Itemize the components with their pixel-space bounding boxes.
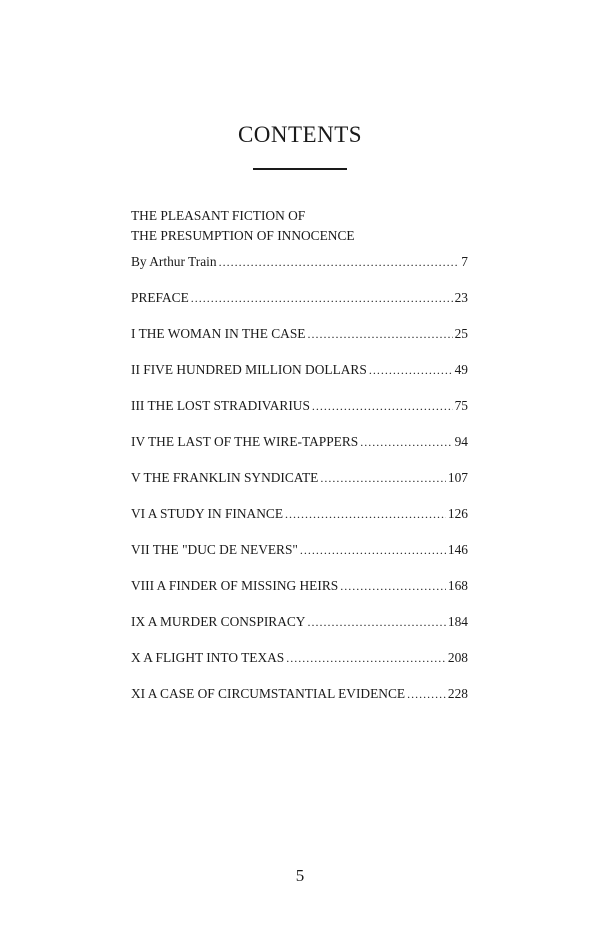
toc-dot-leader <box>307 324 452 344</box>
toc-entry-chapter-2[interactable] <box>131 360 468 380</box>
toc-dot-leader <box>340 576 446 596</box>
toc-entry-label: IX A MURDER CONSPIRACY <box>131 614 306 629</box>
toc-entry-label: III THE LOST STRADIVARIUS <box>131 398 310 413</box>
toc-entry-chapter-5[interactable] <box>131 468 468 488</box>
toc-entry-chapter-1[interactable] <box>131 324 468 344</box>
toc-entry-page: 7 <box>461 254 468 269</box>
toc-entry-label: II FIVE HUNDRED MILLION DOLLARS <box>131 362 367 377</box>
toc-entry-label: By Arthur Train <box>131 254 217 269</box>
toc-entry-label: IV THE LAST OF THE WIRE-TAPPERS <box>131 434 359 449</box>
toc-entry-preface[interactable] <box>131 288 468 308</box>
toc-entry-page: 228 <box>447 686 468 701</box>
toc-entry-label: X A FLIGHT INTO TEXAS <box>131 650 285 665</box>
toc-entry-chapter-3[interactable] <box>131 396 468 416</box>
toc-entry-chapter-7[interactable] <box>131 540 468 560</box>
toc-dot-leader <box>369 360 453 380</box>
toc-dot-leader <box>285 504 446 524</box>
toc-entry-author[interactable] <box>131 252 468 272</box>
title-underline <box>253 168 347 170</box>
page-number: 5 <box>295 866 305 885</box>
toc-dot-leader <box>286 648 446 668</box>
toc-entry-page: 184 <box>447 614 468 629</box>
toc-entry-page: 49 <box>454 362 468 377</box>
toc-entry-label: XI A CASE OF CIRCUMSTANTIAL EVIDENCE <box>131 686 406 701</box>
toc-entry-page: 23 <box>454 290 468 305</box>
toc-entry-label: VI A STUDY IN FINANCE <box>131 506 284 521</box>
toc-entry-page: 126 <box>447 506 468 521</box>
toc-entry-chapter-8[interactable] <box>131 576 468 596</box>
toc-intro-line-2: THE PRESUMPTION OF INNOCENCE <box>131 228 355 243</box>
page-title: CONTENTS <box>237 122 363 147</box>
toc-entry-page: 146 <box>447 542 468 557</box>
table-of-contents <box>131 206 468 704</box>
toc-entry-label: I THE WOMAN IN THE CASE <box>131 326 306 341</box>
toc-dot-leader <box>307 612 445 632</box>
toc-entry-label: VIII A FINDER OF MISSING HEIRS <box>131 578 339 593</box>
toc-dot-leader <box>312 396 453 416</box>
toc-entry-label: VII THE "DUC DE NEVERS" <box>131 542 298 557</box>
toc-entry-page: 25 <box>454 326 468 341</box>
toc-entry-page: 168 <box>447 578 468 593</box>
toc-entry-chapter-10[interactable] <box>131 648 468 668</box>
toc-dot-leader <box>191 288 453 308</box>
toc-entry-label: PREFACE <box>131 290 189 305</box>
toc-intro-line-1: THE PLEASANT FICTION OF <box>131 208 306 223</box>
toc-entry-page: 94 <box>454 434 468 449</box>
toc-dot-leader <box>360 432 452 452</box>
toc-entry-page: 75 <box>454 398 468 413</box>
toc-dot-leader <box>320 468 446 488</box>
toc-entry-chapter-6[interactable] <box>131 504 468 524</box>
toc-entry-label: V THE FRANKLIN SYNDICATE <box>131 470 319 485</box>
toc-dot-leader <box>407 684 446 704</box>
toc-entry-page: 107 <box>447 470 468 485</box>
toc-entry-chapter-11[interactable] <box>131 684 468 704</box>
toc-entry-page: 208 <box>447 650 468 665</box>
toc-dot-leader <box>219 252 460 272</box>
toc-dot-leader <box>300 540 446 560</box>
toc-entry-chapter-9[interactable] <box>131 612 468 632</box>
toc-entry-chapter-4[interactable] <box>131 432 468 452</box>
